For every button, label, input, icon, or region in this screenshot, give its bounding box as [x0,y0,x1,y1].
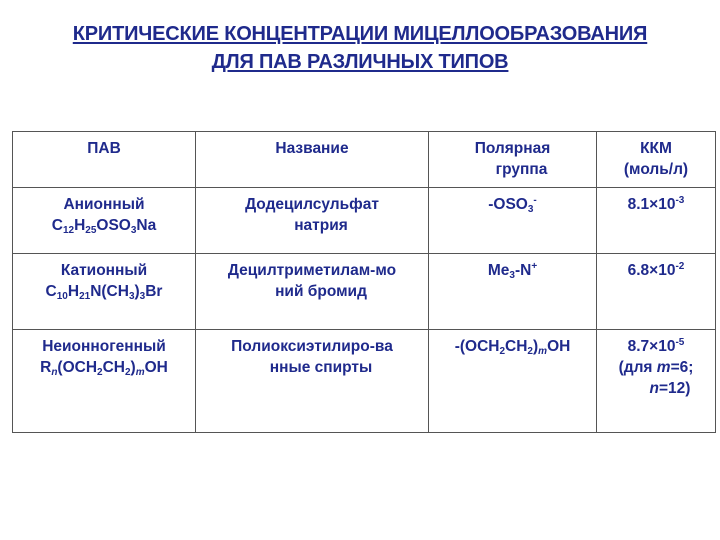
table-cell-polar-group [429,254,597,330]
surfactant-formula: $C_{12}H_{25}OSO_3Na$ [51,217,157,236]
surfactant-name-line1: Децилтриметилам-мо [227,262,397,279]
table-cell-surfactant [13,330,196,433]
table-cell-cmc [597,188,716,254]
cmc-value: $6.8\times 10^{-2}$ [627,261,685,279]
header-cmc-line1: ККМ [640,140,672,157]
surfactant-name-line1: Полиоксиэтилиро-ва [231,338,393,355]
surfactant-type: Неионногенный [42,338,166,355]
surfactant-formula: $C_{10}H_{21}N(CH_3)_3Br$ [45,283,163,302]
cmc-note-line1: (для m=6; [618,359,694,376]
title-line-1: КРИТИЧЕСКИЕ КОНЦЕНТРАЦИИ МИЦЕЛЛООБРАЗОВАНИЯ [72,23,648,45]
polar-group: $-(OCH_2CH_2)_mOH$ [454,338,571,357]
header-cell [196,132,429,188]
cmc-value: $8.1\times 10^{-3}$ [627,195,685,213]
surfactant-type: Катионный [60,262,148,279]
surfactant-formula: $R_n(OCH_2CH_2)_mOH$ [40,359,168,378]
surfactant-name-line2: нные спирты [269,359,373,376]
table-row [13,330,716,433]
header-surfactant: ПАВ [87,140,121,157]
header-cmc-line2: (моль/л) [623,161,689,178]
table-row [13,254,716,330]
table-cell-name [196,188,429,254]
table-cell-surfactant [13,254,196,330]
header-polar-group-line1: Полярная [474,140,551,157]
polar-group: $-OSO_3^-$ [488,195,537,215]
table-cell-name [196,254,429,330]
table-cell-polar-group [429,330,597,433]
surfactant-name-line1: Додецилсульфат [245,196,379,213]
header-cell [13,132,196,188]
cmc-value: $8.7\times 10^{-5}$ [627,337,685,355]
title-line-2: ДЛЯ ПАВ РАЗЛИЧНЫХ ТИПОВ [211,51,509,73]
polar-group: $Me_3-N^+$ [487,261,538,281]
table-cell-surfactant [13,188,196,254]
header-polar-group-line2: группа [495,161,548,178]
table-cell-name [196,330,429,433]
cmc-table [12,131,716,433]
header-cell [429,132,597,188]
table-cell-polar-group [429,188,597,254]
table-cell-cmc [597,330,716,433]
page-title [0,20,720,76]
surfactant-name-line2: ний бромид [275,283,367,300]
cmc-note-line2: n=12) [649,380,691,397]
surfactant-type: Анионный [63,196,145,213]
table-row [13,188,716,254]
table-header-row [13,132,716,188]
surfactant-name-line2: натрия [294,217,348,234]
table-cell-cmc [597,254,716,330]
header-cell [597,132,716,188]
header-name: Название [275,140,349,157]
